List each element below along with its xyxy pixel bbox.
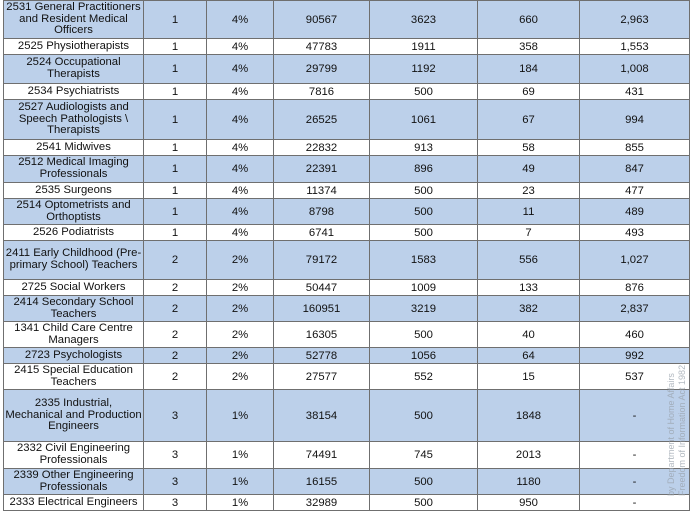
- tier-cell: 1: [144, 1, 207, 39]
- percent-cell: 4%: [207, 183, 274, 199]
- table-row: [4, 39, 690, 55]
- allocation-cell: 3623: [370, 1, 478, 39]
- remaining-cell: 992: [580, 348, 690, 364]
- lodged-cell: 23: [478, 183, 580, 199]
- total-cell: 50447: [274, 280, 370, 296]
- allocation-cell: 1911: [370, 39, 478, 55]
- percent-cell: 1%: [207, 469, 274, 495]
- allocation-cell: 913: [370, 140, 478, 156]
- tier-cell: 2: [144, 322, 207, 348]
- allocation-cell: 1009: [370, 280, 478, 296]
- lodged-cell: 69: [478, 84, 580, 100]
- lodged-cell: 184: [478, 55, 580, 84]
- occupation-cell: 2512 Medical Imaging Professionals: [4, 156, 144, 183]
- total-cell: 160951: [274, 296, 370, 322]
- remaining-cell: 1,027: [580, 241, 690, 280]
- remaining-cell: 1,008: [580, 55, 690, 84]
- table-row: [4, 100, 690, 140]
- remaining-cell: 477: [580, 183, 690, 199]
- percent-cell: 2%: [207, 296, 274, 322]
- remaining-cell: 2,963: [580, 1, 690, 39]
- lodged-cell: 64: [478, 348, 580, 364]
- total-cell: 90567: [274, 1, 370, 39]
- table-row: [4, 55, 690, 84]
- occupation-cell: 2541 Midwives: [4, 140, 144, 156]
- total-cell: 16305: [274, 322, 370, 348]
- percent-cell: 4%: [207, 199, 274, 225]
- occupation-cell: 2335 Industrial, Mechanical and Production Engineers: [4, 390, 144, 442]
- lodged-cell: 1180: [478, 469, 580, 495]
- table-row: [4, 183, 690, 199]
- occupation-cell: 2339 Other Engineering Professionals: [4, 469, 144, 495]
- lodged-cell: 58: [478, 140, 580, 156]
- lodged-cell: 133: [478, 280, 580, 296]
- allocation-cell: 3219: [370, 296, 478, 322]
- table-row: [4, 348, 690, 364]
- lodged-cell: 358: [478, 39, 580, 55]
- occupation-cell: 2531 General Practitioners and Resident Medical Officers: [4, 1, 144, 39]
- lodged-cell: 11: [478, 199, 580, 225]
- percent-cell: 2%: [207, 280, 274, 296]
- lodged-cell: 660: [478, 1, 580, 39]
- tier-cell: 2: [144, 280, 207, 296]
- remaining-cell: -: [580, 442, 690, 469]
- percent-cell: 4%: [207, 156, 274, 183]
- occupation-cell: 2527 Audiologists and Speech Pathologists \ Therapists: [4, 100, 144, 140]
- percent-cell: 2%: [207, 348, 274, 364]
- table-row: [4, 241, 690, 280]
- table-row: [4, 225, 690, 241]
- total-cell: 26525: [274, 100, 370, 140]
- allocation-cell: 1061: [370, 100, 478, 140]
- remaining-cell: 493: [580, 225, 690, 241]
- total-cell: 8798: [274, 199, 370, 225]
- table-row: [4, 322, 690, 348]
- percent-cell: 1%: [207, 442, 274, 469]
- lodged-cell: 15: [478, 364, 580, 390]
- percent-cell: 4%: [207, 55, 274, 84]
- occupation-cell: 2723 Psychologists: [4, 348, 144, 364]
- remaining-cell: 431: [580, 84, 690, 100]
- remaining-cell: 855: [580, 140, 690, 156]
- occupation-cell: 2333 Electrical Engineers: [4, 495, 144, 511]
- lodged-cell: 2013: [478, 442, 580, 469]
- tier-cell: 2: [144, 364, 207, 390]
- total-cell: 11374: [274, 183, 370, 199]
- tier-cell: 1: [144, 39, 207, 55]
- lodged-cell: 49: [478, 156, 580, 183]
- percent-cell: 1%: [207, 495, 274, 511]
- occupation-cell: 2332 Civil Engineering Professionals: [4, 442, 144, 469]
- total-cell: 52778: [274, 348, 370, 364]
- total-cell: 38154: [274, 390, 370, 442]
- remaining-cell: 876: [580, 280, 690, 296]
- percent-cell: 4%: [207, 84, 274, 100]
- watermark-line-2: Freedom of Information Act 1982: [677, 364, 687, 496]
- table-row: [4, 442, 690, 469]
- total-cell: 32989: [274, 495, 370, 511]
- lodged-cell: 556: [478, 241, 580, 280]
- total-cell: 27577: [274, 364, 370, 390]
- tier-cell: 1: [144, 183, 207, 199]
- tier-cell: 1: [144, 55, 207, 84]
- tier-cell: 2: [144, 348, 207, 364]
- table-row: [4, 469, 690, 495]
- percent-cell: 2%: [207, 322, 274, 348]
- allocation-cell: 500: [370, 84, 478, 100]
- table-row: [4, 156, 690, 183]
- remaining-cell: 460: [580, 322, 690, 348]
- allocation-cell: 500: [370, 322, 478, 348]
- table-body: [4, 1, 690, 511]
- remaining-cell: -: [580, 390, 690, 442]
- lodged-cell: 67: [478, 100, 580, 140]
- tier-cell: 1: [144, 100, 207, 140]
- lodged-cell: 40: [478, 322, 580, 348]
- total-cell: 7816: [274, 84, 370, 100]
- allocation-cell: 896: [370, 156, 478, 183]
- remaining-cell: 994: [580, 100, 690, 140]
- allocation-cell: 1192: [370, 55, 478, 84]
- allocation-cell: 1056: [370, 348, 478, 364]
- tier-cell: 3: [144, 442, 207, 469]
- tier-cell: 1: [144, 84, 207, 100]
- occupation-cell: 1341 Child Care Centre Managers: [4, 322, 144, 348]
- total-cell: 22832: [274, 140, 370, 156]
- allocation-cell: 745: [370, 442, 478, 469]
- allocation-cell: 500: [370, 199, 478, 225]
- occupation-table: [3, 0, 690, 511]
- allocation-cell: 552: [370, 364, 478, 390]
- tier-cell: 1: [144, 199, 207, 225]
- percent-cell: 4%: [207, 100, 274, 140]
- occupation-cell: 2535 Surgeons: [4, 183, 144, 199]
- table-row: [4, 199, 690, 225]
- tier-cell: 1: [144, 225, 207, 241]
- occupation-cell: 2415 Special Education Teachers: [4, 364, 144, 390]
- table-row: [4, 280, 690, 296]
- total-cell: 22391: [274, 156, 370, 183]
- total-cell: 29799: [274, 55, 370, 84]
- total-cell: 47783: [274, 39, 370, 55]
- table-row: [4, 1, 690, 39]
- remaining-cell: -: [580, 495, 690, 511]
- remaining-cell: 537: [580, 364, 690, 390]
- occupation-cell: 2414 Secondary School Teachers: [4, 296, 144, 322]
- table-row: [4, 390, 690, 442]
- percent-cell: 4%: [207, 140, 274, 156]
- total-cell: 79172: [274, 241, 370, 280]
- occupation-cell: 2524 Occupational Therapists: [4, 55, 144, 84]
- allocation-cell: 500: [370, 495, 478, 511]
- remaining-cell: 489: [580, 199, 690, 225]
- percent-cell: 4%: [207, 39, 274, 55]
- remaining-cell: -: [580, 469, 690, 495]
- tier-cell: 2: [144, 241, 207, 280]
- tier-cell: 3: [144, 469, 207, 495]
- table-row: [4, 84, 690, 100]
- tier-cell: 1: [144, 140, 207, 156]
- watermark-line-1: by Department of Home Affairs: [666, 373, 676, 496]
- remaining-cell: 847: [580, 156, 690, 183]
- allocation-cell: 500: [370, 390, 478, 442]
- tier-cell: 3: [144, 495, 207, 511]
- allocation-cell: 500: [370, 225, 478, 241]
- tier-cell: 2: [144, 296, 207, 322]
- allocation-cell: 500: [370, 183, 478, 199]
- occupation-cell: 2525 Physiotherapists: [4, 39, 144, 55]
- remaining-cell: 1,553: [580, 39, 690, 55]
- occupation-cell: 2526 Podiatrists: [4, 225, 144, 241]
- table-row: [4, 140, 690, 156]
- allocation-cell: 1583: [370, 241, 478, 280]
- table-row: [4, 364, 690, 390]
- occupation-cell: 2725 Social Workers: [4, 280, 144, 296]
- percent-cell: 4%: [207, 1, 274, 39]
- lodged-cell: 1848: [478, 390, 580, 442]
- lodged-cell: 7: [478, 225, 580, 241]
- total-cell: 16155: [274, 469, 370, 495]
- occupation-cell: 2411 Early Childhood (Pre-primary School) Teachers: [4, 241, 144, 280]
- percent-cell: 1%: [207, 390, 274, 442]
- table-row: [4, 495, 690, 511]
- percent-cell: 2%: [207, 364, 274, 390]
- total-cell: 6741: [274, 225, 370, 241]
- remaining-cell: 2,837: [580, 296, 690, 322]
- percent-cell: 4%: [207, 225, 274, 241]
- allocation-cell: 500: [370, 469, 478, 495]
- lodged-cell: 382: [478, 296, 580, 322]
- table-row: [4, 296, 690, 322]
- occupation-cell: 2534 Psychiatrists: [4, 84, 144, 100]
- percent-cell: 2%: [207, 241, 274, 280]
- occupation-cell: 2514 Optometrists and Orthoptists: [4, 199, 144, 225]
- tier-cell: 1: [144, 156, 207, 183]
- total-cell: 74491: [274, 442, 370, 469]
- tier-cell: 3: [144, 390, 207, 442]
- lodged-cell: 950: [478, 495, 580, 511]
